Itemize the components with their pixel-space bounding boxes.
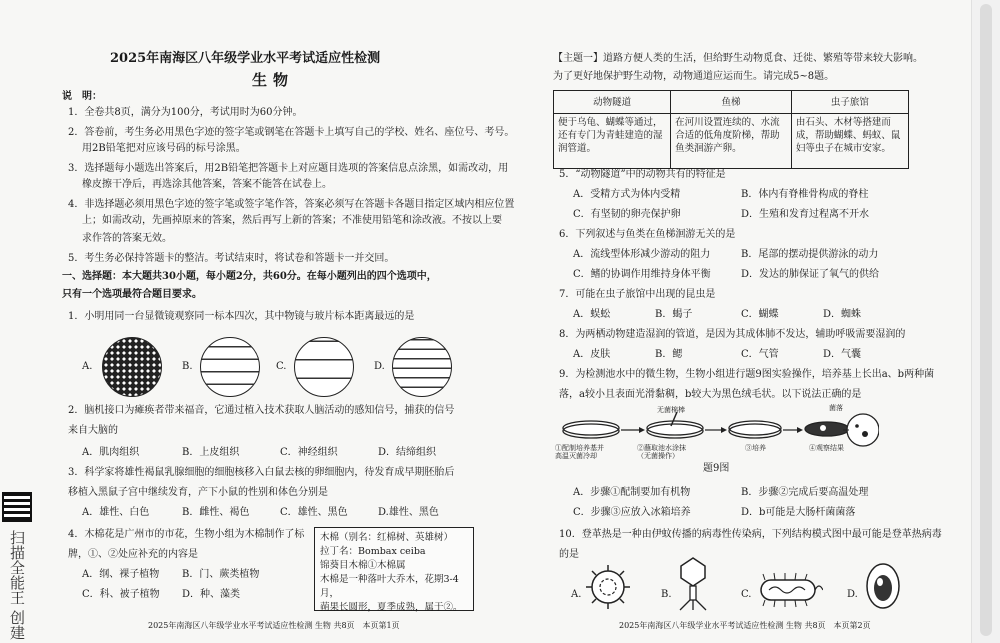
note-line: 1．全卷共8页，满分为100分，考试用时为60分钟。 [68, 107, 303, 118]
fig9-label: 无菌棉棒 [657, 406, 685, 414]
notes-label: 说 明： [62, 91, 102, 102]
question-2: 2．脑机接口为瘫痪者带来福音，它通过植入技术获取人脑活动的感知信号，捕获的信号 [68, 405, 455, 416]
question-3: 3．科学家将雄性褐鼠乳腺细胞的细胞核移入白鼠去核的卵细胞内，待发育成早期胚胎后 [68, 467, 455, 478]
microscope-view-d [392, 337, 452, 397]
question-10-cont: 的是 [559, 549, 579, 560]
question-5: 5．“动物隧道”中的动物共有的特征是 [559, 169, 726, 180]
q1-option-d: D. [374, 361, 385, 372]
animal-passage-table [553, 90, 909, 169]
q3-option-b: B．雌性、褐色 [182, 507, 250, 518]
page-footer-right: 2025年南海区八年级学业水平考试适应性检测 生物 共8页 本页第2页 [619, 621, 871, 630]
note-line: 4．非选择题必须用黑色字迹的签字笔或签字笔作答，答案必须写在答题卡各题目指定区域内相应位置 [68, 199, 515, 210]
card-line: 拉丁名：Bombax ceiba [320, 546, 426, 557]
microscope-view-b [200, 337, 260, 397]
question-1: 1．小明用同一台显微镜观察同一标本四次，其中物镜与玻片标本距离最远的是 [68, 311, 415, 322]
q5-option-a: A．受精方式为体内受精 [573, 189, 681, 200]
card-line: 蒴果长圆形，夏季成熟，属于②。 [320, 602, 463, 613]
question-8: 8．为两栖动物建造湿润的管道，是因为其成体肺不发达，辅助呼吸需要湿润的 [559, 329, 906, 340]
q10-option-d: D. [847, 589, 858, 600]
q4-option-b: B．门、蕨类植物 [182, 569, 260, 580]
q2-option-d: D．结缔组织 [378, 447, 437, 458]
colony-closeup [843, 414, 879, 446]
q1-option-b: B. [182, 361, 193, 372]
q2-option-b: B．上皮组织 [182, 447, 240, 458]
petri-dish-step3 [729, 421, 781, 438]
q8-option-b: B．鳃 [655, 349, 683, 360]
table-header: 动物隧道 [554, 91, 671, 114]
note-line: 求作答的答案无效。 [82, 233, 172, 244]
question-9: 9．为检测池水中的微生物，生物小组进行题9图实验操作，培养基上长出a、b两种菌 [559, 369, 935, 380]
kapok-label-card [314, 527, 474, 611]
fig9-label: ①配制培养基并 高温灭菌冷却 [555, 444, 604, 460]
fig9-caption: 题9图 [703, 463, 730, 474]
table-header: 鱼梯 [671, 91, 792, 114]
fig9-label: 菌落 [829, 404, 843, 412]
q9-option-b: B．步骤②完成后要高温处理 [741, 487, 869, 498]
fig9-label: ③培养 [745, 444, 766, 452]
q6-option-b: B．尾部的摆动提供游泳的动力 [741, 249, 879, 260]
qr-code-icon [2, 492, 32, 522]
q7-option-b: B．蝎子 [655, 309, 693, 320]
microscope-view-c [294, 337, 354, 397]
scanner-watermark: 扫描全能王 创建 [8, 530, 26, 640]
q5-option-d: D．生殖和发育过程离不开水 [741, 209, 870, 220]
note-line: 橡皮擦干净后，再选涂其他答案，答案不能答在试卷上。 [82, 179, 332, 190]
yeast-cell-figure [863, 560, 903, 612]
q3-option-c: C．雄性、黑色 [280, 507, 348, 518]
q7-option-a: A．蜈蚣 [573, 309, 611, 320]
q8-option-d: D．气囊 [823, 349, 862, 360]
q3-option-d: D.雄性、黑色 [378, 507, 439, 518]
section-heading-cont: 只有一个选项最符合题目要求。 [62, 289, 202, 300]
section-heading: 一、选择题：本大题共30小题，每小题2分，共60分。在每小题列出的四个选项中， [62, 271, 437, 282]
note-line: 3．选择题每小题选出答案后，用2B铅笔把答题卡上对应题目选项的答案信息点涂黑，如需改动，用 [68, 163, 509, 174]
page-footer-left: 2025年南海区八年级学业水平考试适应性检测 生物 共8页 本页第1页 [148, 621, 400, 630]
bacterium-figure [755, 570, 823, 610]
petri-dish-step4 [805, 422, 849, 436]
exam-title: 2025年南海区八年级学业水平考试适应性检测 [110, 51, 381, 66]
note-line: 上；如需改动，先画掉原来的答案，然后再写上新的答案；不准使用铅笔和涂改液。不按以上要 [82, 215, 502, 226]
virus-sphere-figure [583, 562, 633, 612]
arrow-head-icon [797, 427, 803, 433]
q8-option-c: C．气管 [741, 349, 779, 360]
question-10: 10．登革热是一种由伊蚊传播的病毒性传染病，下列结构模式图中最可能是登革热病毒 [559, 529, 942, 540]
question-9-cont: 落，a较小且表面光滑黏稠，b较大为黑色绒毛状。以下说法正确的是 [559, 389, 862, 400]
q4-option-c: C．科、被子植物 [82, 589, 160, 600]
q10-option-a: A. [571, 589, 582, 600]
microscope-view-a [102, 337, 162, 397]
q4-option-a: A．纲、裸子植物 [82, 569, 160, 580]
q5-option-b: B．体内有脊椎骨构成的脊柱 [741, 189, 869, 200]
table-cell: 在河川设置连续的、水流合适的低角度阶梯，帮助鱼类洄游产卵。 [671, 114, 792, 169]
question-4: 4．木棉花是广州市的市花，生物小组为木棉制作了标 [68, 529, 305, 540]
q2-option-a: A．肌肉组织 [82, 447, 140, 458]
bacteriophage-figure [675, 556, 711, 612]
q4-option-d: D．种、藻类 [182, 589, 241, 600]
vertical-scrollbar[interactable] [971, 0, 1000, 643]
q6-option-a: A．流线型体形减少游动的阻力 [573, 249, 711, 260]
question-2-cont: 来自大脑的 [68, 425, 118, 436]
note-line: 用2B铅笔把对应该号码的标号涂黑。 [82, 143, 246, 154]
question-3-cont: 移植入黑鼠子宫中继续发育，产下小鼠的性别和体色分别是 [68, 487, 328, 498]
arrow-head-icon [639, 427, 645, 433]
q1-option-c: C. [276, 361, 287, 372]
question-7: 7．可能在虫子旅馆中出现的昆虫是 [559, 289, 716, 300]
card-line: 木棉（别名：红棉树、英雄树） [320, 532, 454, 543]
q8-option-a: A．皮肤 [573, 349, 611, 360]
note-line: 5．考生务必保持答题卡的整洁。考试结束时，将试卷和答题卡一并交回。 [68, 253, 395, 264]
petri-dish-step1 [563, 421, 619, 438]
q9-option-a: A．步骤①配制要加有机物 [573, 487, 691, 498]
q6-option-c: C．鳍的协调作用维持身体平衡 [573, 269, 711, 280]
theme-intro: 【主题一】道路方便人类的生活，但给野生动物觅食、迁徙、繁殖等带来较大影响。 [553, 53, 923, 64]
petri-dish-step2 [647, 412, 703, 438]
q10-option-c: C. [741, 589, 752, 600]
arrow-head-icon [721, 427, 727, 433]
q9-option-d: D．b可能是大肠杆菌菌落 [741, 507, 856, 518]
q2-option-c: C．神经组织 [280, 447, 338, 458]
q6-option-d: D．发达的肺保证了氧气的供给 [741, 269, 880, 280]
table-cell: 由石头、木材等搭建而成，帮助蝴蝶、蚂蚁、鼠妇等虫子在城市安家。 [791, 114, 908, 169]
card-line: 木棉是一种落叶大乔木，花期3-4月， [320, 574, 459, 599]
q7-option-c: C．蝴蝶 [741, 309, 779, 320]
question-4-cont: 牌，①、②处应补充的内容是 [68, 549, 198, 560]
q7-option-d: D．蜘蛛 [823, 309, 862, 320]
q5-option-c: C．有坚韧的卵壳保护卵 [573, 209, 681, 220]
scrollbar-thumb[interactable] [980, 4, 992, 636]
q9-option-c: C．步骤③应放入冰箱培养 [573, 507, 691, 518]
question-6: 6．下列叙述与鱼类在鱼梯洄游无关的是 [559, 229, 736, 240]
card-line: 锦葵目木棉①木棉属 [320, 560, 406, 571]
table-header: 虫子旅馆 [791, 91, 908, 114]
subject-title: 生物 [252, 71, 295, 89]
theme-intro-cont: 为了更好地保护野生动物，动物通道应运而生。请完成5~8题。 [553, 71, 835, 82]
q1-option-a: A. [82, 361, 93, 372]
q3-option-a: A．雄性、白色 [82, 507, 150, 518]
q10-option-b: B. [661, 589, 672, 600]
note-line: 2．答卷前，考生务必用黑色字迹的签字笔或钢笔在答题卡上填写自己的学校、姓名、座位号、考号。 [68, 127, 515, 138]
fig9-label: ②蘸取池水涂抹 （无菌操作） [637, 444, 686, 460]
table-cell: 便于乌龟、蝴蝶等通过，还有专门为青蛙建造的湿润管道。 [554, 114, 671, 169]
fig9-label: ④观察结果 [809, 444, 844, 452]
